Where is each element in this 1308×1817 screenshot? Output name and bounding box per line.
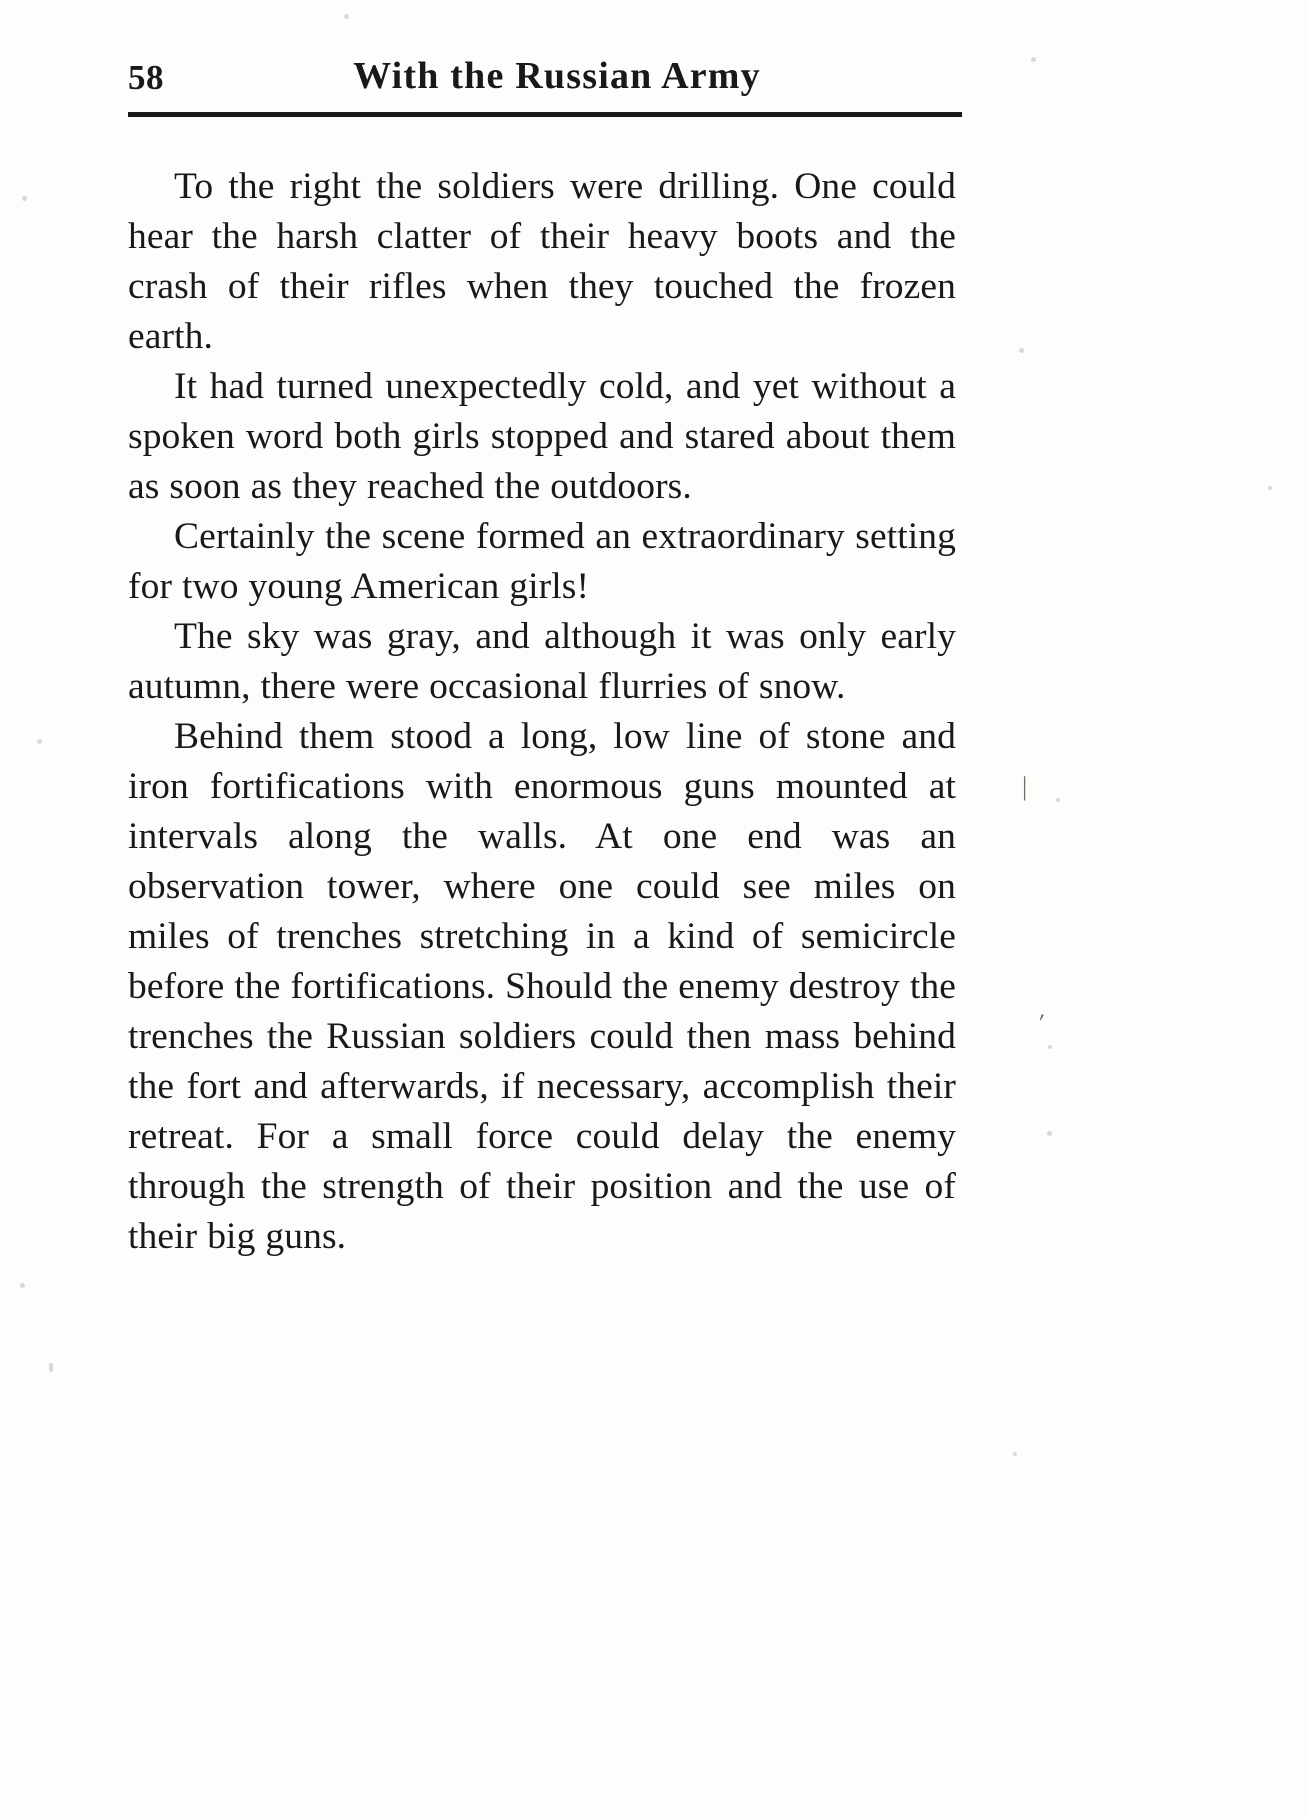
paper-speck (1056, 798, 1060, 802)
running-title: With the Russian Army (353, 55, 761, 97)
header-rule (128, 112, 962, 117)
paragraph: Behind them stood a long, low line of stone and iron fortifications with enormous guns mounted at intervals along the walls. At one end was an observation tower, where one could see miles on miles of trenches stretching in a kind of semicircle before the fortifications. Should the enemy destroy the trenches the Russian soldiers could then mass behind the fort and afterwards, if necessary, accomplish their retreat. For a small force could delay the enemy through the strength of their position and the use of their big guns. (128, 716, 956, 1257)
paper-speck (37, 739, 42, 744)
paragraph: To the right the soldiers were drilling. One could hear the harsh clatter of their heavy boots and the crash of their rifles when they touched the frozen earth. (128, 166, 956, 357)
paper-speck (1019, 348, 1024, 353)
margin-mark: ' (1031, 1008, 1048, 1037)
paper-speck (1268, 486, 1272, 490)
paragraph: It had turned unexpectedly cold, and yet without a spoken word both girls stopped and stared about them as soon as they reached the outdoors. (128, 366, 956, 507)
running-head (128, 36, 956, 114)
page-content (128, 36, 956, 1262)
paper-speck (1013, 1452, 1017, 1456)
page-number: 58 (128, 58, 164, 97)
paragraph: Certainly the scene formed an extraordinary setting for two young American girls! (128, 516, 956, 607)
paper-speck (344, 14, 349, 19)
paper-speck (49, 1363, 53, 1372)
paper-speck (20, 1283, 25, 1288)
margin-mark: | (1022, 772, 1028, 801)
paragraph: The sky was gray, and although it was only early autumn, there were occasional flurries of snow. (128, 616, 956, 707)
paper-speck (1047, 1131, 1052, 1136)
paper-speck (1048, 1045, 1052, 1049)
paper-speck (1031, 57, 1036, 62)
paper-speck (22, 196, 27, 201)
body-text (128, 162, 956, 1262)
